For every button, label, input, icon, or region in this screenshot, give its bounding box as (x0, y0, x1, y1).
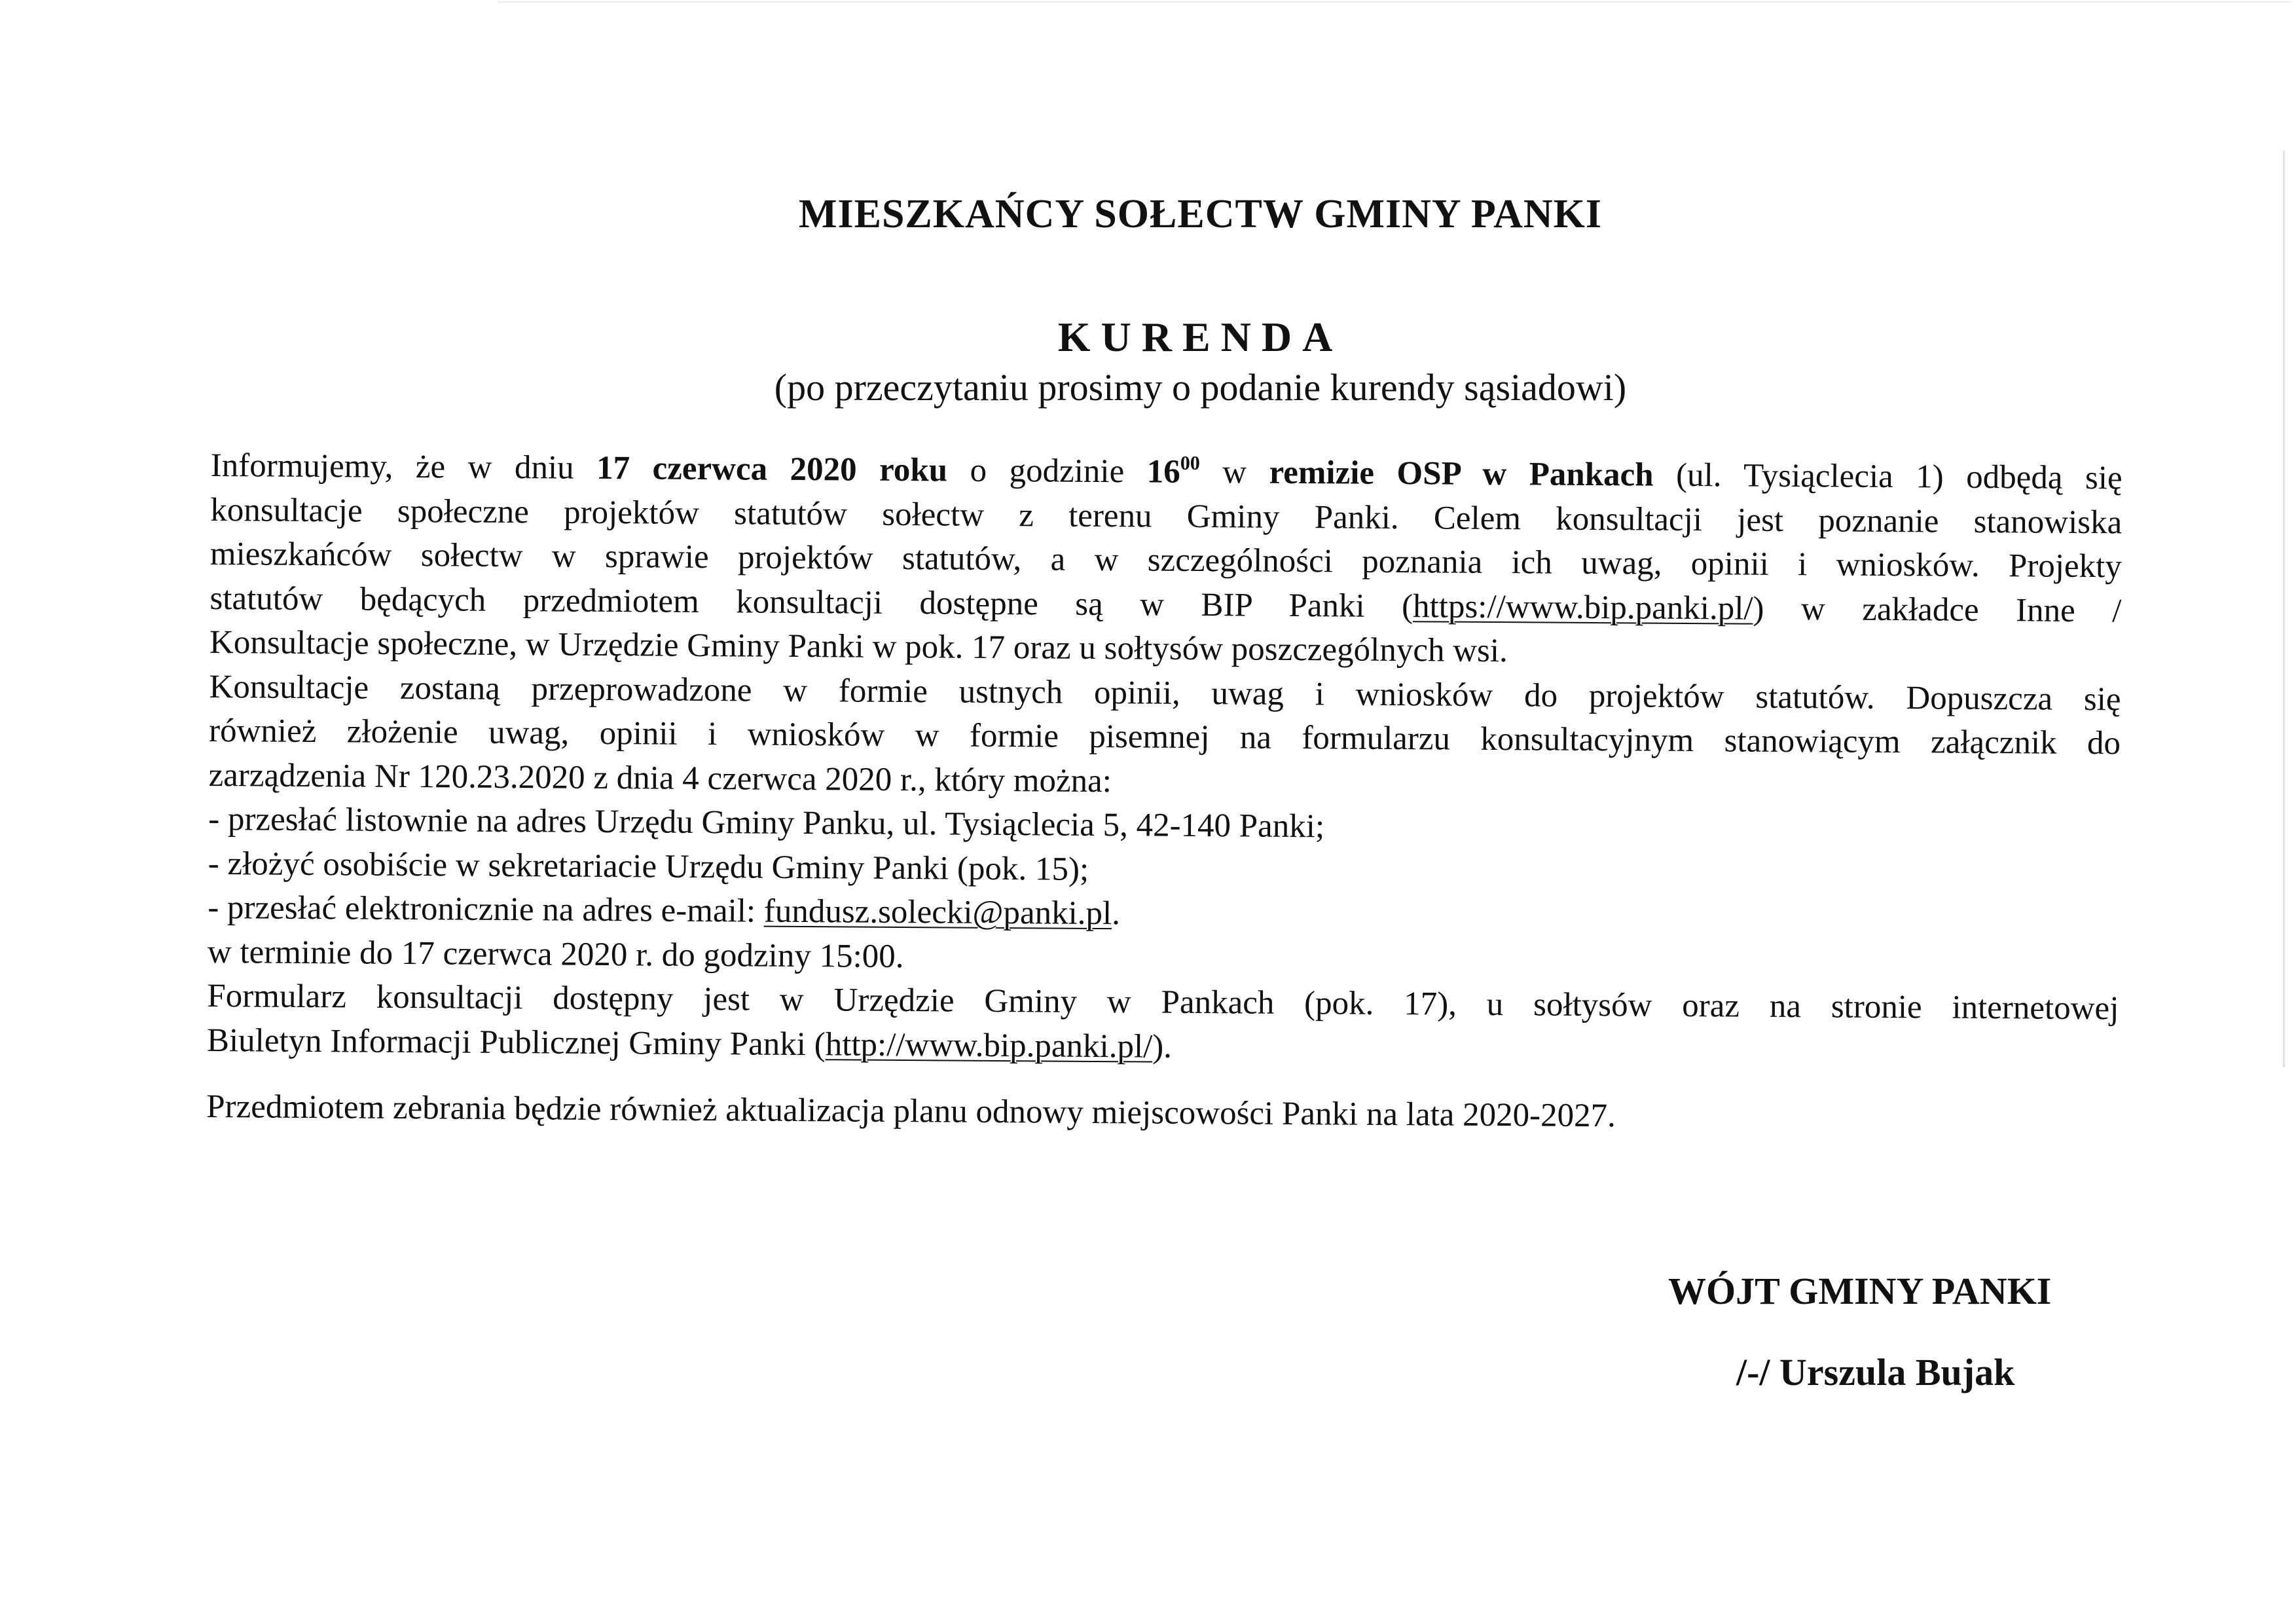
renewal-plan-line: Przedmiotem zebrania będzie również aktualizacja planu odnowy miejscowości Panki na lata 2020-2027. (206, 1088, 1616, 1135)
scan-edge-top (498, 1, 2291, 3)
announcement-line-2: konsultacje społeczne projektów statutów sołectw z terenu Gminy Panki. Celem konsultacji jest poznanie stanowiska (210, 491, 2123, 541)
meeting-date: 17 czerwca 2020 roku (596, 449, 948, 489)
meeting-hour: $16^{00}$ (1146, 452, 1200, 490)
signature-name: /-/ Urszula Bujak (1736, 1351, 2015, 1393)
document-subtitle: (po przeczytaniu prosimy o podanie kurendy sąsiadowi) (774, 366, 1627, 409)
paragraph-form-availability (207, 974, 2119, 1075)
paragraph-consultation-form (208, 665, 2121, 987)
signature-title: WÓJT GMINY PANKI (1668, 1270, 2052, 1312)
list-item: - przesłać listownie na adres Urzędu Gminy Panku, ul. Tysiąclecia 5, 42-140 Panki; (208, 800, 1325, 845)
document-body (206, 444, 2123, 1142)
audience-heading: MIESZKAŃCY SOŁECTW GMINY PANKI (798, 192, 1603, 236)
paragraph-announcement (210, 444, 2123, 678)
availability-line-1: Formularz konsultacji dostępny jest w Urzędzie Gminy w Pankach (pok. 17), u sołtysów oraz na stronie internetowej (207, 977, 2119, 1027)
announcement-line-1: Informujemy, że w dniu 17 czerwca 2020 roku o godzinie $16^{00}$ w remizie OSP w Pankach (ul. Tysiąclecia 1) odbędą się (210, 447, 2123, 497)
meeting-place: remizie OSP w Pankach (1269, 454, 1654, 494)
announcement-line-3: mieszkańców sołectw w sprawie projektów statutów, a w szczególności poznania ich uwag, opinii i wniosków. Projekty (210, 535, 2123, 585)
bip-link[interactable]: https://www.bip.panki.pl/ (1412, 587, 1753, 627)
bip-link-2[interactable]: http://www.bip.panki.pl/ (825, 1025, 1153, 1065)
announcement-line-4: statutów będących przedmiotem konsultacji dostępne są w BIP Panki (https://www.bip.panki.pl/) w zakładce Inne / (210, 580, 2122, 629)
announcement-line-5: Konsultacje społeczne, w Urzędzie Gminy Panki w pok. 17 oraz u sołtysów poszczególnych wsi. (209, 623, 1508, 670)
list-item: - przesłać elektronicznie na adres e-mail: fundusz.solecki@panki.pl. (208, 889, 1121, 932)
consultation-line-2: również złożenie uwag, opinii i wniosków w formie pisemnej na formularzu konsultacyjnym stanowiącym załącznik do (208, 712, 2121, 762)
consultation-line-1: Konsultacje zostaną przeprowadzone w formie ustnych opinii, uwag i wniosków do projektów statutów. Dopuszcza się (209, 668, 2121, 718)
consultation-line-3: zarządzenia Nr 120.23.2020 z dnia 4 czerwca 2020 r., który można: (208, 756, 1112, 800)
email-link[interactable]: fundusz.solecki@panki.pl (763, 893, 1112, 932)
deadline-line: w terminie do 17 czerwca 2020 r. do godziny 15:00. (207, 933, 904, 975)
scan-edge-right (2283, 151, 2285, 1067)
availability-line-2: Biuletyn Informacji Publicznej Gminy Panki (http://www.bip.panki.pl/). (206, 1022, 1173, 1065)
list-item: - złożyć osobiście w sekretariacie Urzędu Gminy Panki (pok. 15); (208, 845, 1089, 888)
document-title: KURENDA (1057, 314, 1343, 360)
